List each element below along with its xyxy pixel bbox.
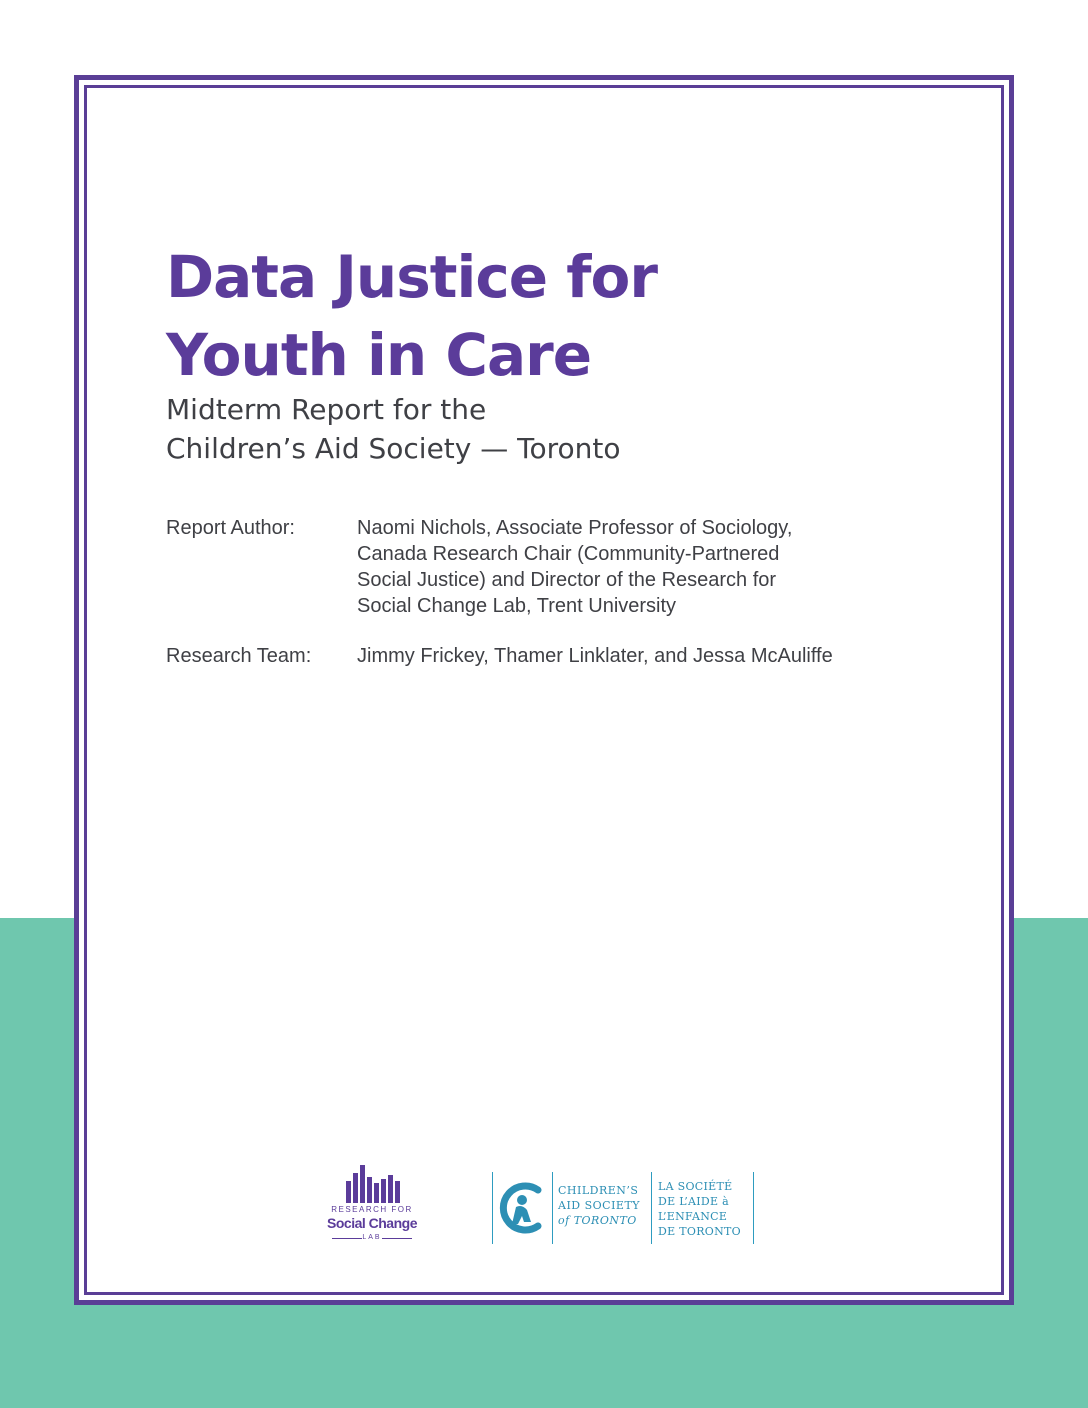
childrens-aid-society-logo bbox=[492, 1172, 756, 1244]
cas-name-line: DE TORONTO bbox=[658, 1225, 741, 1238]
report-author-line: Canada Research Chair (Community-Partnered bbox=[357, 543, 780, 565]
cas-name-line: CHILDREN’S bbox=[558, 1184, 639, 1197]
research-team-label: Research Team: bbox=[166, 645, 312, 667]
rscl-logo-line: LAB bbox=[362, 1234, 382, 1241]
report-title-line: Youth in Care bbox=[166, 321, 592, 389]
report-author-line: Social Justice) and Director of the Research for bbox=[357, 569, 777, 591]
cas-logo-divider bbox=[492, 1172, 493, 1244]
cas-logo-divider bbox=[651, 1172, 652, 1244]
cas-logo-divider bbox=[753, 1172, 754, 1244]
cas-name-line: L’ENFANCE bbox=[658, 1210, 728, 1223]
research-for-social-change-lab-logo bbox=[328, 1165, 416, 1251]
report-author-line: Social Change Lab, Trent University bbox=[357, 595, 677, 617]
report-subtitle-line: Children’s Aid Society — Toronto bbox=[166, 432, 621, 465]
research-team-row bbox=[166, 643, 926, 673]
report-author-line: Naomi Nichols, Associate Professor of Sociology, bbox=[357, 517, 793, 539]
cas-french-name bbox=[658, 1179, 741, 1239]
cas-logo-divider bbox=[552, 1172, 553, 1244]
report-title-line: Data Justice for bbox=[166, 243, 657, 311]
cas-name-line: LA SOCIÉTÉ bbox=[658, 1180, 733, 1193]
report-subtitle-line: Midterm Report for the bbox=[166, 393, 487, 426]
bar-chart-people-icon bbox=[344, 1165, 400, 1203]
cas-name-line: DE L’AIDE à bbox=[658, 1195, 730, 1208]
report-title bbox=[166, 238, 657, 394]
report-author-label: Report Author: bbox=[166, 517, 295, 539]
cas-child-icon bbox=[498, 1180, 546, 1236]
cas-english-name bbox=[558, 1183, 640, 1228]
report-subtitle bbox=[166, 390, 621, 468]
rscl-logo-line: Social Change bbox=[327, 1215, 417, 1231]
research-team-value: Jimmy Frickey, Thamer Linklater, and Jessa McAuliffe bbox=[357, 645, 833, 667]
cas-name-line: of TORONTO bbox=[558, 1214, 637, 1227]
cas-name-line: AID SOCIETY bbox=[558, 1199, 641, 1212]
report-author-row bbox=[166, 515, 926, 625]
rscl-logo-line: RESEARCH FOR bbox=[331, 1205, 413, 1214]
report-author-value bbox=[357, 515, 917, 619]
